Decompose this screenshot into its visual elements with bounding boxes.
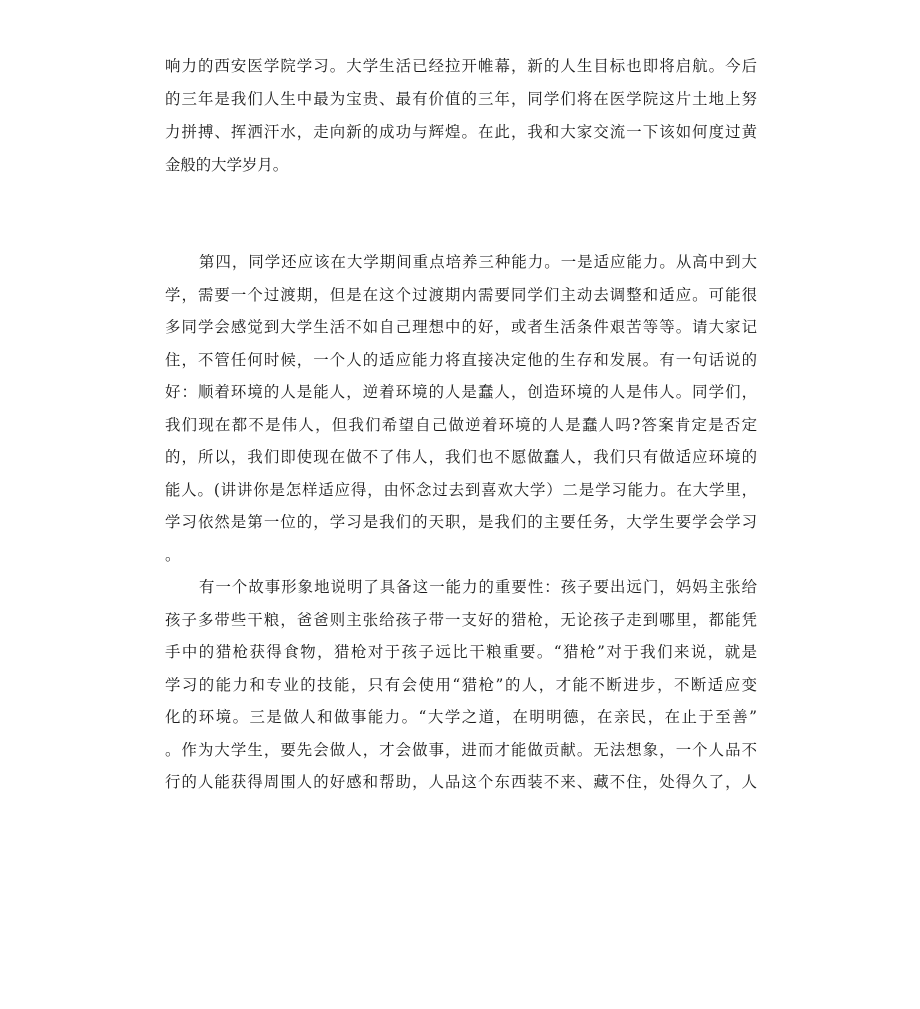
text-line: 。 [165,546,181,564]
text-line: 好：顺着环境的人是能人，逆着环境的人是蠢人，创造环境的人是伟人。同学们， [165,383,757,401]
text-line: 。作为大学生，要先会做人，才会做事，进而才能做贡献。无法想象，一个人品不 [165,741,757,759]
text-line: 孩子多带些干粮，爸爸则主张给孩子带一支好的猎枪，无论孩子走到哪里，都能凭 [165,611,757,629]
text-line: 多同学会感觉到大学生活不如自己理想中的好，或者生活条件艰苦等等。请大家记 [165,318,757,336]
text-line: 学习依然是第一位的，学习是我们的天职，是我们的主要任务，大学生要学会学习 [165,513,757,531]
text-line: 第四，同学还应该在大学期间重点培养三种能力。一是适应能力。从高中到大 [199,253,757,271]
text-line: 学，需要一个过渡期，但是在这个过渡期内需要同学们主动去调整和适应。可能很 [165,286,757,304]
text-line: 我们现在都不是伟人，但我们希望自己做逆着环境的人是蠢人吗?答案肯定是否定 [165,416,757,434]
text-line: 响力的西安医学院学习。大学生活已经拉开帷幕，新的人生目标也即将启航。今后 [165,57,757,75]
text-line: 金般的大学岁月。 [165,156,289,174]
text-line: 的三年是我们人生中最为宝贵、最有价值的三年，同学们将在医学院这片土地上努 [165,90,757,108]
text-line: 学习的能力和专业的技能，只有会使用“猎枪”的人，才能不断进步，不断适应变 [165,676,757,694]
text-line: 有一个故事形象地说明了具备这一能力的重要性：孩子要出远门，妈妈主张给 [199,578,757,596]
text-line: 住，不管任何时候，一个人的适应能力将直接决定他的生存和发展。有一句话说的 [165,351,757,369]
text-line: 的，所以，我们即使现在做不了伟人，我们也不愿做蠢人，我们只有做适应环境的 [165,448,757,466]
text-line: 化的环境。三是做人和做事能力。“大学之道，在明明德，在亲民，在止于至善” [165,708,757,726]
text-line: 行的人能获得周围人的好感和帮助，人品这个东西装不来、藏不住，处得久了，人 [165,773,757,791]
text-line: 力拼搏、挥洒汗水，走向新的成功与辉煌。在此，我和大家交流一下该如何度过黄 [165,123,757,141]
text-line: 能人。(讲讲你是怎样适应得，由怀念过去到喜欢大学）二是学习能力。在大学里， [165,481,757,499]
text-line: 手中的猎枪获得食物，猎枪对于孩子远比干粮重要。“猎枪”对于我们来说，就是 [165,643,757,661]
